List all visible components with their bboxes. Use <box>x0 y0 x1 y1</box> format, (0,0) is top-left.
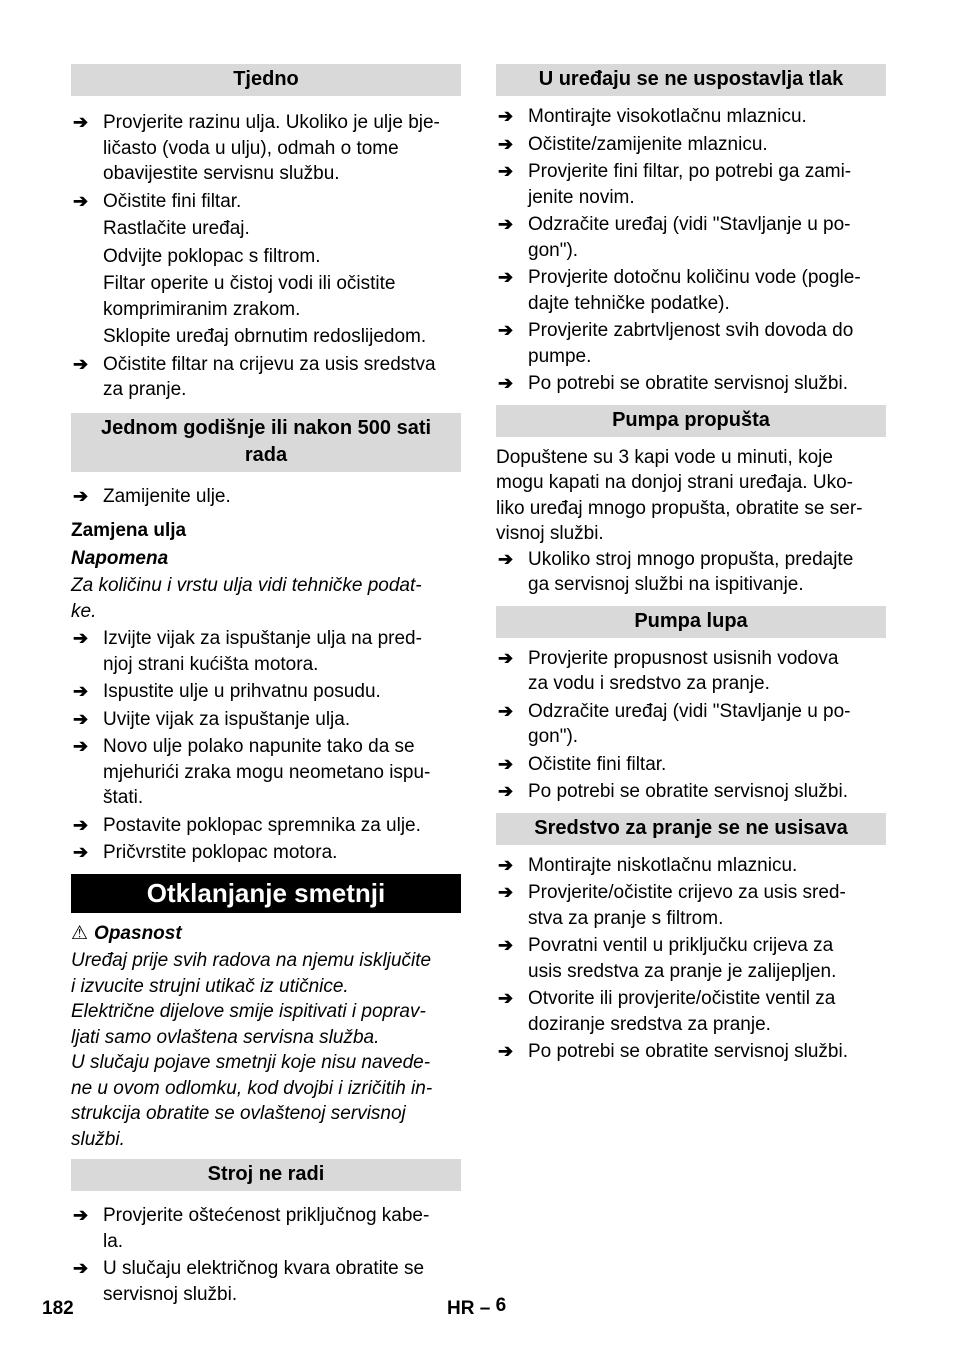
arrow-icon: ➔ <box>73 1258 89 1278</box>
arrow-icon: ➔ <box>498 753 514 774</box>
step-item <box>71 679 461 705</box>
step-text: Po potrebi se obratite servisnoj službi. <box>528 781 848 802</box>
step-item <box>496 699 886 750</box>
chapter-title-otklanjanje: Otklanjanje smetnji <box>71 874 461 913</box>
step-item <box>71 1256 461 1307</box>
step-item <box>71 484 461 510</box>
step-item <box>71 707 461 733</box>
step-text: Provjerite razinu ulja. Ukoliko je ulje bje- ličasto (voda u ulju), odmah o tome obavijestite servisnu službu. <box>103 112 440 184</box>
step-item <box>496 104 886 130</box>
section-title-tjedno: Tjedno <box>71 64 461 96</box>
arrow-icon: ➔ <box>73 708 89 729</box>
arrow-icon: ➔ <box>498 161 514 181</box>
arrow-icon: ➔ <box>73 485 89 506</box>
page-language-marker <box>447 1295 507 1320</box>
step-text: Po potrebi se obratite servisnoj službi. <box>528 1041 848 1062</box>
step-item <box>496 371 886 397</box>
arrow-icon: ➔ <box>498 1041 514 1061</box>
arrow-icon: ➔ <box>73 736 89 756</box>
step-item <box>71 110 461 187</box>
step-text: Novo ulje polako napunite tako da se mjehurići zraka mogu neometano ispu- štati. <box>103 736 431 808</box>
step-item <box>496 132 886 158</box>
arrow-icon: ➔ <box>498 700 514 721</box>
step-text: U slučaju električnog kvara obratite se servisnoj službi. <box>103 1258 425 1305</box>
section-title-tlak: U uređaju se ne uspostavlja tlak <box>496 64 886 96</box>
step-text: Provjerite oštećenost priključnog kabe- la. <box>103 1205 430 1252</box>
step-item <box>71 1203 461 1254</box>
arrow-icon: ➔ <box>73 353 89 374</box>
arrow-icon: ➔ <box>498 320 514 340</box>
step-text: Provjerite fini filtar, po potrebi ga zami- jenite novim. <box>528 161 852 208</box>
subsection-title: Zamjena ulja <box>71 520 187 541</box>
section-title-godisnje: Jednom godišnje ili nakon 500 sati rada <box>71 413 461 472</box>
step-text: Provjerite dotočnu količinu vode (pogle- dajte tehničke podatke). <box>528 267 861 314</box>
arrow-icon: ➔ <box>498 854 514 875</box>
language-label: HR <box>447 1298 475 1319</box>
substep-text: Sklopite uređaj obrnutim redoslijedom. <box>103 326 427 347</box>
step-item <box>496 880 886 931</box>
step-text: Ispustite ulje u prihvatnu posudu. <box>103 681 381 702</box>
step-text: Očistite fini filtar. <box>103 190 242 212</box>
arrow-icon: ➔ <box>498 781 514 801</box>
step-text: Očistite filtar na crijevu za usis sredstva za pranje. <box>103 353 436 400</box>
arrow-icon: ➔ <box>498 373 514 393</box>
warning-triangle-icon: ⚠ <box>71 922 89 944</box>
section-title-lupa: Pumpa lupa <box>496 606 886 638</box>
step-text: Ukoliko stroj mnogo propušta, predajte ga servisnoj službi na ispitivanje. <box>528 548 854 595</box>
step-item <box>71 840 461 866</box>
right-column <box>496 64 886 1065</box>
step-item <box>496 986 886 1037</box>
section-title-propusta: Pumpa propušta <box>496 405 886 437</box>
step-item <box>71 813 461 839</box>
warning-label-row <box>71 921 461 947</box>
arrow-icon: ➔ <box>73 681 89 701</box>
left-column <box>71 64 461 1307</box>
warning-text: Uređaj prije svih radova na njemu isključite i izvucite strujni utikač iz utičnice. Električne dijelove smije ispitivati i poprav- ljati samo ovlaštena servisna služba. U slučaju pojave smetnji koje nisu navede- ne u ovom odlomku, kod dvojbi i izričitih in- strukcija obratite se ovlaštenoj servisnoj službi. <box>71 950 433 1150</box>
arrow-icon: ➔ <box>498 548 514 569</box>
step-item <box>496 212 886 263</box>
arrow-icon: ➔ <box>498 882 514 902</box>
arrow-icon: ➔ <box>73 1205 89 1225</box>
body-text: Dopuštene su 3 kapi vode u minuti, koje mogu kapati na donjoj strani uređaja. Uko- liko uređaj mnogo propušta, obratite se ser- visnoj službi. <box>496 446 863 544</box>
step-text: Provjerite propusnost usisnih vodova za vodu i sredstvo za pranje. <box>528 647 839 694</box>
substep-text: Filtar operite u čistoj vodi ili očistite komprimiranim zrakom. <box>103 273 396 320</box>
step-text: Montirajte visokotlačnu mlaznicu. <box>528 106 807 127</box>
footer-dash: – <box>479 1298 491 1319</box>
step-item <box>496 1039 886 1065</box>
step-item <box>496 933 886 984</box>
step-text: Povratni ventil u priključku crijeva za usis sredstva za pranje je zalijepljen. <box>528 935 837 982</box>
arrow-icon: ➔ <box>498 106 514 126</box>
step-text: Provjerite zabrtvljenost svih dovoda do pumpe. <box>528 320 854 367</box>
arrow-icon: ➔ <box>498 267 514 287</box>
note-text: Za količinu i vrstu ulja vidi tehničke podat- ke. <box>71 575 422 622</box>
section-title-stroj: Stroj ne radi <box>71 1159 461 1191</box>
step-text: Očistite/zamijenite mlaznicu. <box>528 133 768 155</box>
step-item <box>496 646 886 697</box>
arrow-icon: ➔ <box>73 190 89 211</box>
step-item <box>496 318 886 369</box>
section-title-sredstvo: Sredstvo za pranje se ne usisava <box>496 813 886 845</box>
step-text: Odzračite uređaj (vidi "Stavljanje u po- gon"). <box>528 700 851 747</box>
arrow-icon: ➔ <box>73 112 89 132</box>
arrow-icon: ➔ <box>73 814 89 835</box>
step-item <box>71 352 461 403</box>
substep-text: Rastlačite uređaj. <box>103 218 250 239</box>
arrow-icon: ➔ <box>498 647 514 668</box>
step-text: Postavite poklopac spremnika za ulje. <box>103 814 421 836</box>
substep-text: Odvijte poklopac s filtrom. <box>103 245 321 267</box>
step-text: Odzračite uređaj (vidi "Stavljanje u po- gon"). <box>528 214 851 261</box>
step-text: Montirajte niskotlačnu mlaznicu. <box>528 854 798 876</box>
step-item <box>496 853 886 879</box>
step-item <box>496 265 886 316</box>
arrow-icon: ➔ <box>498 133 514 154</box>
warning-label: Opasnost <box>94 922 182 944</box>
step-text: Očistite fini filtar. <box>528 753 667 775</box>
arrow-icon: ➔ <box>498 988 514 1008</box>
sub-page-number: 6 <box>495 1295 507 1316</box>
step-text: Provjerite/očistite crijevo za usis sred- stva za pranje s filtrom. <box>528 882 846 929</box>
step-item <box>496 779 886 805</box>
step-item <box>71 626 461 677</box>
note-label: Napomena <box>71 547 169 569</box>
arrow-icon: ➔ <box>73 628 89 648</box>
step-text: Po potrebi se obratite servisnoj službi. <box>528 373 848 394</box>
step-text: Pričvrstite poklopac motora. <box>103 842 338 863</box>
step-text: Izvijte vijak za ispuštanje ulja na pred- njoj strani kućišta motora. <box>103 628 422 675</box>
arrow-icon: ➔ <box>498 214 514 234</box>
arrow-icon: ➔ <box>498 935 514 955</box>
step-text: Otvorite ili provjerite/očistite ventil za doziranje sredstva za pranje. <box>528 988 836 1035</box>
step-item <box>71 734 461 811</box>
step-text: Uvijte vijak za ispuštanje ulja. <box>103 708 351 730</box>
step-item <box>496 547 886 598</box>
step-item <box>71 189 461 215</box>
page-number: 182 <box>42 1298 74 1319</box>
step-item <box>496 752 886 778</box>
step-text: Zamijenite ulje. <box>103 485 231 507</box>
arrow-icon: ➔ <box>73 842 89 862</box>
step-item <box>496 159 886 210</box>
